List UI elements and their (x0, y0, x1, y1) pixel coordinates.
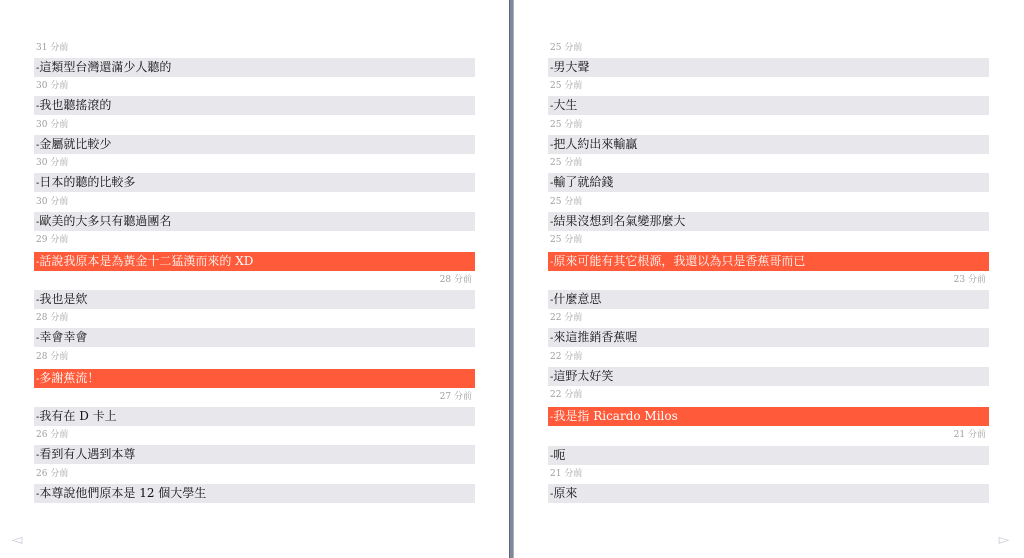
next-page-arrow-icon[interactable]: ▻ (998, 532, 1010, 548)
message-item (548, 446, 989, 466)
message-text: 日本的聽的比較多 (39, 175, 136, 190)
message-time: 30 分前 (36, 119, 69, 130)
message-time: 22 分前 (550, 351, 583, 362)
message-bubble-self[interactable]: -我是指 Ricardo Milos (548, 407, 989, 426)
message-text: 本尊說他們原本是 12 個大學生 (39, 485, 207, 500)
message-text: 結果沒想到名氣變那麼大 (553, 213, 686, 228)
message-list-right (548, 40, 989, 504)
message-bubble[interactable]: -來這推銷香蕉喔 (548, 328, 989, 347)
message-text: 歐美的大多只有聽過團名 (39, 213, 172, 228)
message-time: 30 分前 (36, 81, 69, 92)
message-text: 幸會幸會 (39, 330, 88, 345)
left-page (0, 0, 509, 558)
message-bubble[interactable]: -我有在 D 卡上 (34, 407, 475, 426)
message-item (548, 349, 989, 387)
message-item (34, 232, 475, 252)
message-item-self (34, 369, 475, 407)
message-time: 23 分前 (953, 274, 986, 285)
message-bubble[interactable]: -幸會幸會 (34, 328, 475, 347)
message-item (548, 387, 989, 407)
message-item (548, 232, 989, 252)
message-bubble[interactable]: -什麼意思 (548, 290, 989, 309)
message-time: 25 分前 (550, 43, 583, 53)
message-time: 26 分前 (36, 468, 69, 479)
message-text: 原來可能有其它根源，我還以為只是香蕉哥而已 (553, 253, 806, 268)
message-item (548, 310, 989, 348)
message-item (548, 194, 989, 232)
message-item (548, 466, 989, 504)
message-time: 22 分前 (550, 313, 583, 324)
message-text: 原來 (553, 485, 578, 500)
message-bubble[interactable]: -我也是欸 (34, 290, 475, 309)
message-bubble[interactable]: -原來 (548, 484, 989, 503)
message-text: 輸了就給錢 (553, 175, 614, 190)
message-bubble[interactable]: -把人約出來輸贏 (548, 135, 989, 154)
message-item (34, 78, 475, 116)
message-bubble-self[interactable]: -多謝蕉流！ (34, 369, 475, 388)
message-time: 21 分前 (550, 468, 583, 479)
message-bubble[interactable]: -本尊說他們原本是 12 個大學生 (34, 484, 475, 503)
message-item-self (548, 252, 989, 290)
message-bubble[interactable]: -結果沒想到名氣變那麼大 (548, 212, 989, 231)
message-bubble[interactable]: -這類型台灣還滿少人聽的 (34, 58, 475, 77)
message-bubble[interactable]: -輸了就給錢 (548, 173, 989, 192)
message-time: 26 分前 (36, 430, 69, 441)
message-bubble[interactable]: -看到有人遇到本尊 (34, 445, 475, 464)
message-item (34, 407, 475, 427)
message-bubble[interactable]: -大生 (548, 96, 989, 115)
message-text: 我也聽搖滾的 (39, 98, 112, 113)
message-time: 29 分前 (36, 234, 69, 245)
message-time: 28 分前 (36, 351, 69, 362)
message-text: 看到有人遇到本尊 (39, 447, 136, 462)
message-item (548, 78, 989, 116)
message-time: 21 分前 (953, 430, 986, 441)
message-bubble[interactable]: -歐美的大多只有聽過團名 (34, 212, 475, 231)
message-item (34, 310, 475, 348)
message-bubble[interactable]: -這野太好笑 (548, 367, 989, 386)
message-text: 金屬就比較少 (39, 136, 112, 151)
message-item (34, 349, 475, 369)
message-item (34, 466, 475, 504)
prev-page-arrow-icon[interactable]: ◅ (11, 532, 23, 548)
message-time: 30 分前 (36, 196, 69, 207)
message-item (34, 194, 475, 232)
message-text: 多謝蕉流！ (39, 370, 100, 385)
message-bubble-self[interactable]: -原來可能有其它根源，我還以為只是香蕉哥而已 (548, 252, 989, 271)
message-item (34, 290, 475, 310)
message-bubble[interactable]: -我也聽搖滾的 (34, 96, 475, 115)
message-text: 我有在 D 卡上 (39, 409, 117, 424)
message-bubble[interactable]: -金屬就比較少 (34, 135, 475, 154)
message-text: 來這推銷香蕉喔 (553, 330, 638, 345)
message-time: 25 分前 (550, 119, 583, 130)
message-time: 31 分前 (36, 43, 69, 53)
message-item (548, 290, 989, 310)
message-time: 25 分前 (550, 158, 583, 169)
message-item (548, 155, 989, 193)
message-time: 28 分前 (439, 274, 472, 285)
message-text: 把人約出來輸贏 (553, 136, 638, 151)
message-item (34, 40, 475, 78)
message-list-left (34, 40, 475, 504)
message-item-self (548, 407, 989, 445)
message-time: 25 分前 (550, 196, 583, 207)
message-item (34, 155, 475, 193)
right-page (514, 0, 1023, 558)
message-text: 呃 (553, 447, 566, 462)
message-text: 這野太好笑 (553, 368, 614, 383)
message-time: 30 分前 (36, 158, 69, 169)
message-bubble[interactable]: -日本的聽的比較多 (34, 173, 475, 192)
message-item (34, 117, 475, 155)
message-time: 25 分前 (550, 81, 583, 92)
message-text: 話說我原本是為黃金十二猛漢而來的 XD (39, 253, 254, 268)
message-text: 男大聲 (553, 60, 590, 74)
message-text: 我是指 Ricardo Milos (553, 409, 678, 424)
message-item (548, 40, 989, 78)
message-item (548, 117, 989, 155)
message-bubble-self[interactable]: -話說我原本是為黃金十二猛漢而來的 XD (34, 252, 475, 271)
message-text: 我也是欸 (39, 292, 88, 307)
message-time: 25 分前 (550, 234, 583, 245)
message-item (34, 427, 475, 465)
message-time: 27 分前 (439, 391, 472, 402)
message-bubble[interactable]: -男大聲 (548, 58, 989, 77)
message-item-self (34, 252, 475, 290)
message-text: 什麼意思 (553, 292, 602, 307)
message-bubble[interactable]: -呃 (548, 446, 989, 465)
message-time: 28 分前 (36, 313, 69, 324)
message-text: 這類型台灣還滿少人聽的 (39, 60, 172, 74)
message-text: 大生 (553, 98, 578, 113)
message-time: 22 分前 (550, 390, 583, 401)
